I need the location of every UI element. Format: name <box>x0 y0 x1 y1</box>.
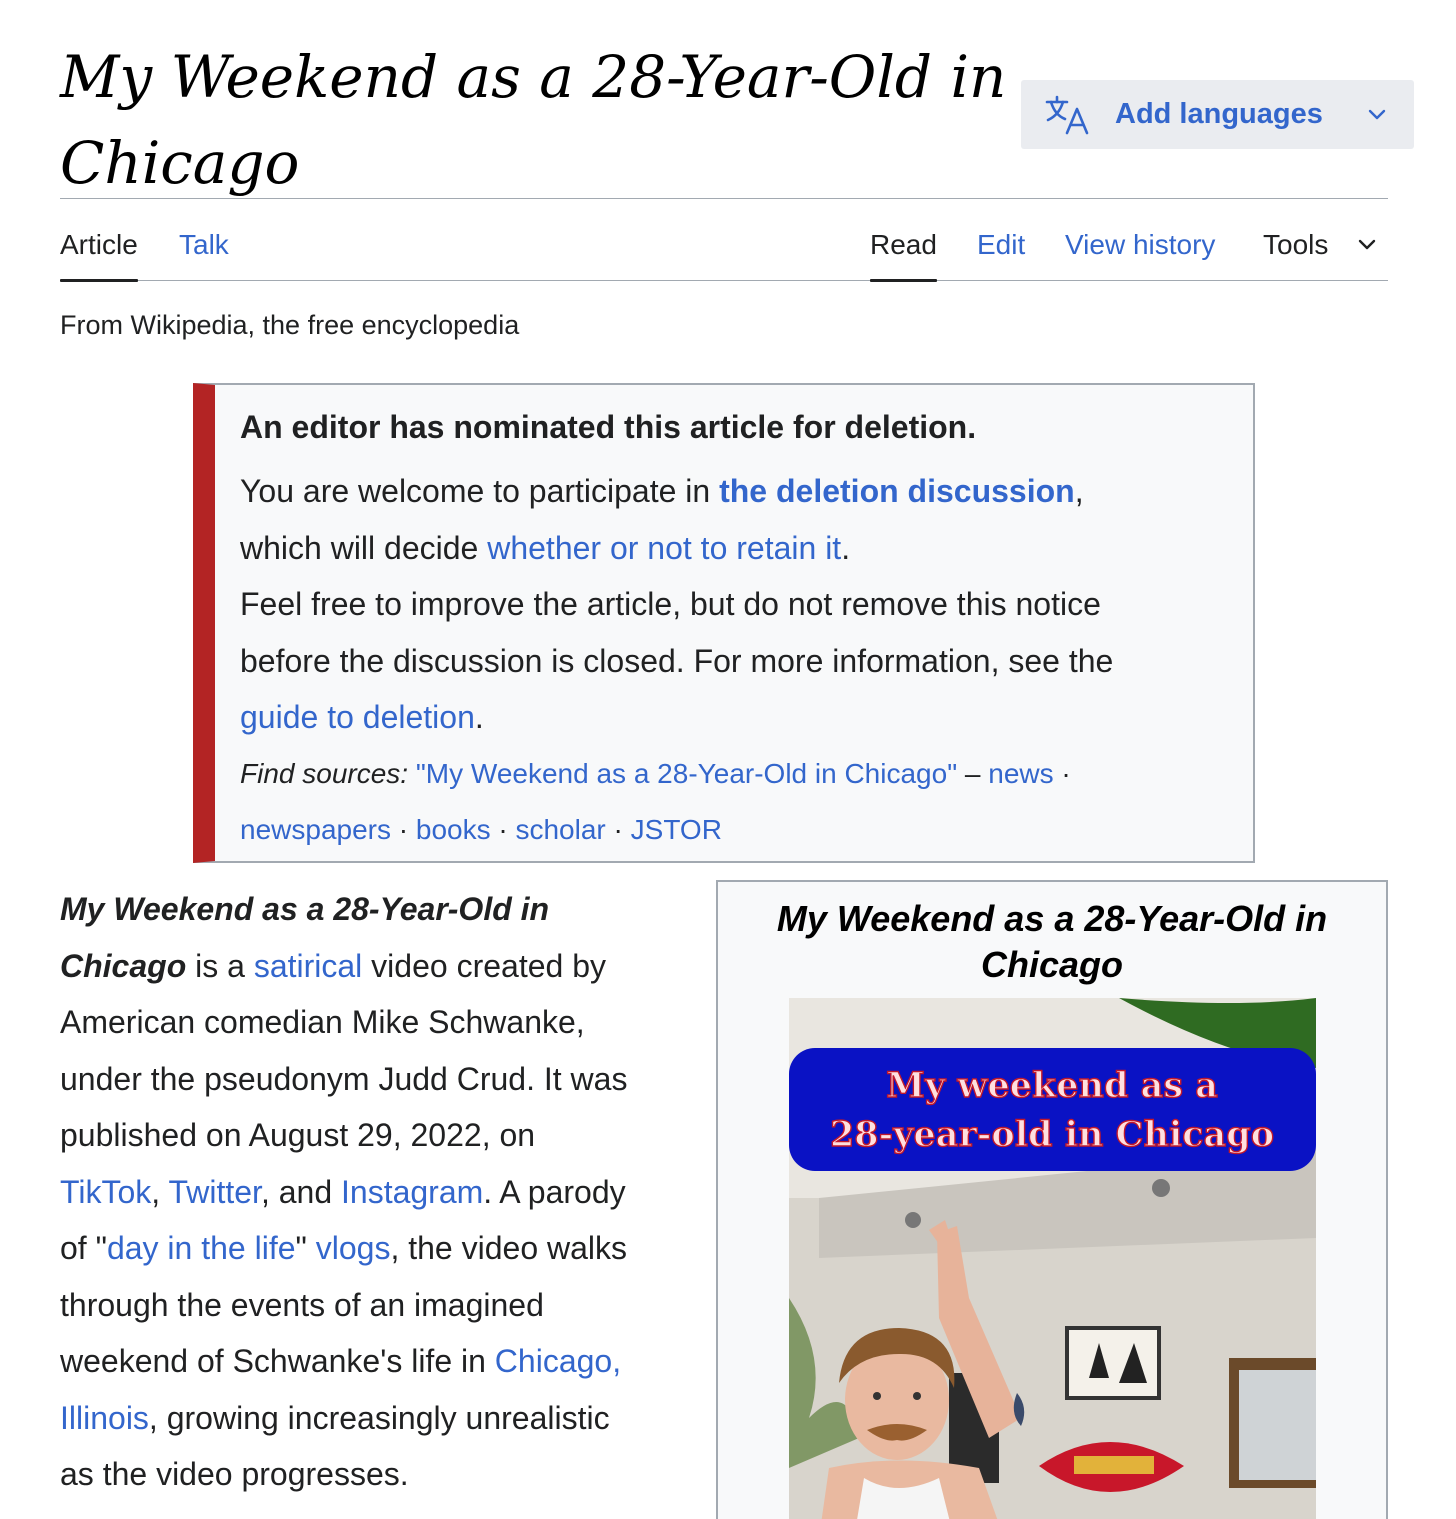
notice-text: , <box>1074 473 1084 509</box>
lead-text: . A parody <box>483 1173 626 1210</box>
illinois-link[interactable]: Illinois <box>60 1399 149 1436</box>
lead-text: of " <box>60 1230 107 1266</box>
satirical-link[interactable]: satirical <box>253 947 363 984</box>
add-languages-label: Add languages <box>1115 98 1323 130</box>
lead-text: published on August 29, 2022, on <box>60 1117 536 1153</box>
lead-bold-title: Chicago <box>60 947 187 984</box>
notice-line-4: before the discussion is closed. For more information, see the <box>240 642 1114 679</box>
notice-text: . <box>841 529 851 566</box>
infobox-title-line-1: My Weekend as a 28-Year-Old in <box>776 898 1328 939</box>
page-tabs <box>60 225 1388 281</box>
add-languages-button[interactable] <box>1021 80 1414 149</box>
day-in-the-life-link[interactable]: day in the life <box>106 1230 296 1266</box>
lead-text: American comedian Mike Schwanke, <box>60 1004 585 1040</box>
infobox-image[interactable] <box>789 998 1316 1519</box>
caption-line-1: My weekend as a <box>886 1065 1218 1106</box>
site-tagline: From Wikipedia, the free encyclopedia <box>60 310 520 340</box>
notice-text: You are welcome to participate in <box>240 473 720 509</box>
video-still-image <box>789 998 1316 1519</box>
ceiling-light <box>1152 1179 1170 1197</box>
notice-line-2 <box>240 520 1223 577</box>
instagram-link[interactable]: Instagram <box>341 1173 484 1210</box>
notice-heading: An editor has nominated this article for deletion. <box>240 409 977 445</box>
deletion-discussion-link[interactable]: the deletion discussion <box>719 473 1075 509</box>
caption-line-2: 28-year-old in Chicago <box>829 1114 1275 1155</box>
guide-to-deletion-link[interactable]: guide to deletion <box>240 699 475 735</box>
find-sources-label: Find sources: <box>240 757 409 789</box>
lead-text: is a <box>186 947 254 984</box>
notice-text: . <box>474 699 484 735</box>
lips-teeth <box>1074 1456 1154 1474</box>
retain-policy-link[interactable]: whether or not to retain it <box>487 529 842 566</box>
lead-text: " <box>295 1230 316 1266</box>
deletion-notice <box>193 383 1255 863</box>
tab-edit[interactable] <box>977 225 1025 281</box>
tab-view-history-label: View history <box>1065 229 1216 260</box>
infobox-title <box>718 882 1386 988</box>
find-sources-query-link[interactable]: "My Weekend as a 28-Year-Old in Chicago" <box>415 757 958 789</box>
title-divider <box>60 198 1388 199</box>
tools-menu[interactable] <box>1263 225 1376 281</box>
tab-talk-label: Talk <box>179 229 229 260</box>
lead-text: , and <box>260 1173 341 1210</box>
source-link-news[interactable]: news <box>988 757 1054 789</box>
lead-bold-title: My Weekend as a 28-Year-Old in <box>60 891 550 927</box>
separator: · <box>1053 757 1071 789</box>
tab-edit-label: Edit <box>977 229 1026 260</box>
chicago-link[interactable]: Chicago, <box>494 1343 622 1379</box>
lead-text: as the video progresses. <box>60 1456 409 1492</box>
tools-menu-label: Tools <box>1263 229 1329 260</box>
source-link-newspapers[interactable]: newspapers <box>240 814 391 845</box>
lead-text: , the video walks <box>390 1230 628 1266</box>
find-sources-line-1 <box>240 746 1223 803</box>
chevron-down-icon <box>1358 239 1376 251</box>
tab-article[interactable] <box>60 225 138 281</box>
separator: · <box>605 814 631 845</box>
lead-text: under the pseudonym Judd Crud. It was <box>60 1060 628 1097</box>
notice-line-1 <box>240 463 1223 520</box>
lead-text: weekend of Schwanke's life in <box>60 1343 495 1379</box>
infobox <box>716 880 1388 1519</box>
page-title <box>60 34 1010 206</box>
translate-icon <box>1045 95 1091 135</box>
vlogs-link[interactable]: vlogs <box>315 1230 391 1266</box>
notice-text: which will decide <box>240 529 488 566</box>
infobox-title-line-2: Chicago <box>980 944 1123 985</box>
lead-text: , <box>151 1173 169 1210</box>
lead-paragraph <box>60 881 690 1503</box>
find-sources-line-2 <box>240 802 1223 859</box>
tab-read[interactable] <box>870 225 937 281</box>
mirror-glass <box>1239 1370 1316 1480</box>
page-title-line-1: My Weekend as a 28-Year-Old in <box>60 43 1007 111</box>
wall-art-frame <box>1067 1328 1159 1398</box>
separator: · <box>390 814 416 845</box>
source-link-jstor[interactable]: JSTOR <box>630 814 722 845</box>
lead-text: through the events of an imagined <box>60 1286 544 1323</box>
separator: · <box>490 814 516 845</box>
tiktok-link[interactable]: TikTok <box>60 1173 152 1210</box>
notice-line-5 <box>240 689 1223 746</box>
source-link-scholar[interactable]: scholar <box>515 814 606 845</box>
chevron-down-icon <box>1368 109 1386 121</box>
twitter-link[interactable]: Twitter <box>168 1173 261 1210</box>
source-link-books[interactable]: books <box>415 814 491 845</box>
notice-line-3: Feel free to improve the article, but do not remove this notice <box>240 586 1101 622</box>
lead-text: video created by <box>362 947 606 984</box>
person-eye <box>873 1392 881 1400</box>
tab-view-history[interactable] <box>1065 225 1215 281</box>
lead-text: , growing increasingly unrealistic <box>148 1399 610 1436</box>
dash-separator: – <box>957 757 989 789</box>
tab-read-label: Read <box>870 229 937 260</box>
page-title-line-2: Chicago <box>60 129 300 197</box>
tab-article-label: Article <box>60 229 138 260</box>
tab-talk[interactable] <box>179 225 229 281</box>
person-eye <box>913 1392 921 1400</box>
ceiling-light <box>905 1212 921 1228</box>
